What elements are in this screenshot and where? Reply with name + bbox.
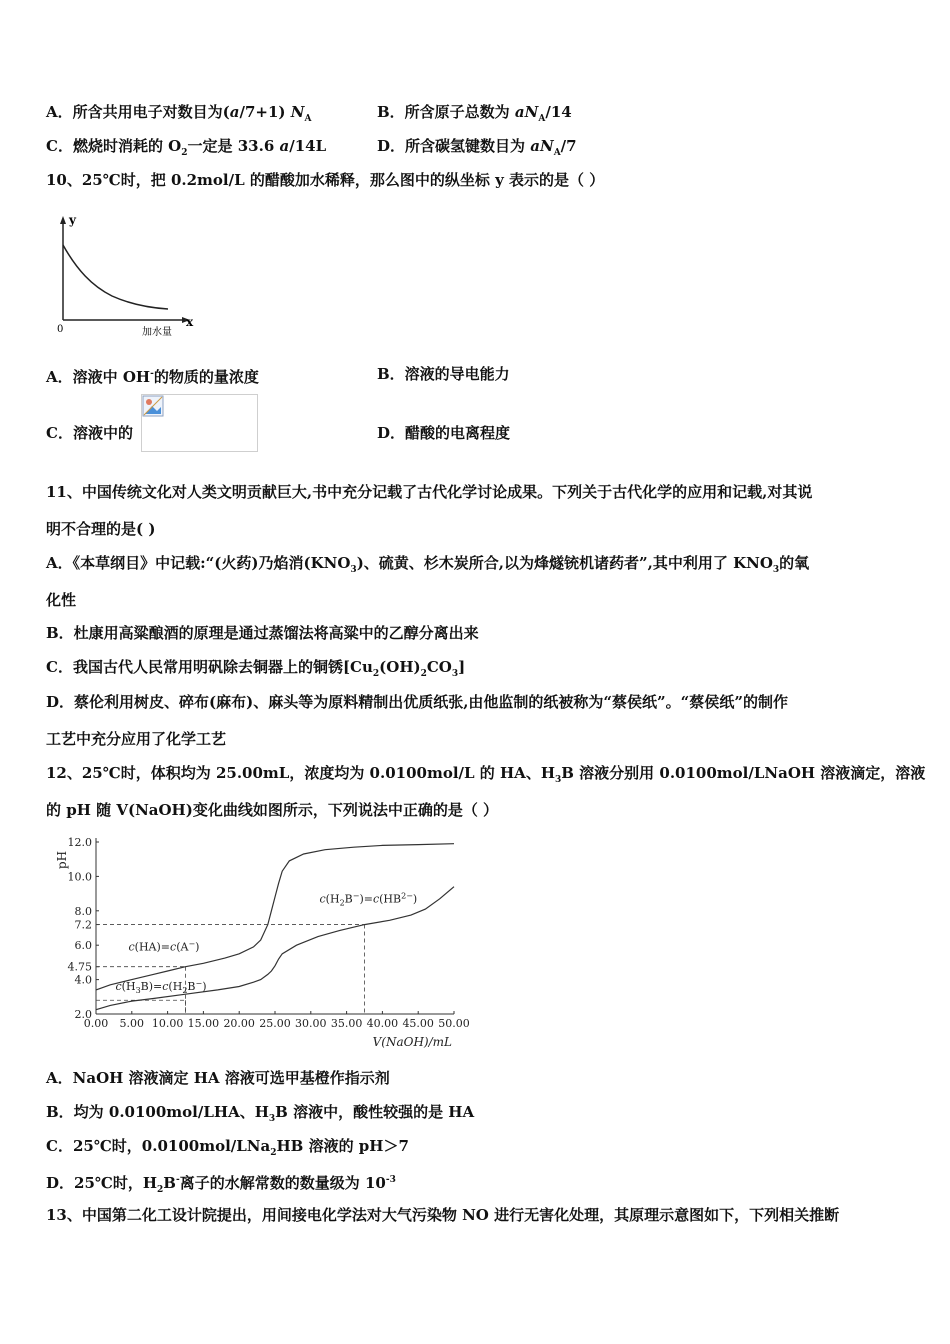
q12-option-c: C．25℃时，0.0100mol/LNa$_2$HB 溶液的 pH＞7 — [46, 1137, 409, 1158]
y-tick-label: 8.0 — [74, 904, 92, 918]
q10-option-b: B．溶液的导电能力 — [377, 365, 510, 383]
q9-option-a: A．所含共用电子对数目为(a/7+1) $N_A$ — [46, 103, 312, 124]
x-tick-label: 25.00 — [259, 1017, 291, 1030]
q10-origin: 0 — [57, 324, 64, 335]
x-tick-label: 20.00 — [223, 1017, 255, 1030]
annotation-3: $c(H_2B^-)=c(HB^{2-})$ — [319, 891, 418, 908]
q12-option-b: B．均为 0.0100mol/LHA、$H_3B$ 溶液中，酸性较强的是 HA — [46, 1103, 475, 1124]
q11-option-b: B．杜康用高粱酿酒的原理是通过蒸馏法将高粱中的乙醇分离出来 — [46, 624, 479, 642]
q11-option-a-line1: A．《本草纲目》中记载:“(火药)乃焰消$(KNO_3)$、硫黄、杉木炭所合,以为烽燧铳机诸药者”,其中利用了 $KNO_3$的氧 — [46, 554, 810, 575]
q12-option-a: A．NaOH 溶液滴定 HA 溶液可选甲基橙作指示剂 — [46, 1069, 390, 1087]
x-axis-label: V(NaOH)/mL — [372, 1035, 452, 1049]
q11-stem-line2: 明不合理的是( ) — [46, 520, 156, 538]
x-tick-label: 0.00 — [83, 1017, 109, 1030]
q10-figure — [52, 208, 202, 343]
annotation-1: c(HA)=c(A−) — [128, 939, 200, 954]
q11-stem-line1: 11、中国传统文化对人类文明贡献巨大,书中充分记载了古代化学讨论成果。下列关于古代化学的应用和记载,对其说 — [46, 483, 813, 501]
titration-curve-1 — [96, 844, 454, 990]
q12-ph-chart — [46, 830, 486, 1055]
y-tick-label: 12.0 — [67, 836, 92, 849]
x-tick-label: 30.00 — [295, 1017, 327, 1030]
y-tick-label: 7.2 — [74, 918, 92, 932]
y-tick-label: 4.0 — [74, 973, 92, 987]
q12-stem-line2: 的 pH 随 V(NaOH)变化曲线如图所示，下列说法中正确的是（ ） — [46, 801, 499, 819]
y-tick-label: 6.0 — [74, 939, 92, 953]
y-tick-label: 10.0 — [67, 870, 92, 884]
q11-option-a-line2: 化性 — [46, 591, 77, 609]
x-tick-label: 35.00 — [330, 1017, 363, 1030]
q9-option-d: D．所含碳氢键数目为 $aN_A/7$ — [377, 137, 577, 158]
q10-option-a: A．溶液中 OH-的物质的量浓度 — [46, 368, 259, 386]
x-tick-label: 15.00 — [187, 1017, 220, 1030]
q13-stem: 13、中国第二化工设计院提出，用间接电化学法对大气污染物 NO 进行无害化处理，其原理示意图如下，下列相关推断 — [46, 1206, 840, 1224]
q10-option-c: C．溶液中的 — [46, 424, 133, 442]
x-tick-label: 50.00 — [438, 1017, 470, 1030]
q10-stem: 10、25℃时，把 0.2mol/L 的醋酸加水稀释，那么图中的纵坐标 y 表示的是（ ） — [46, 171, 605, 189]
q12-option-d: D．25℃时，$H_2B^-$离子的水解常数的数量级为 $10^{-3}$ — [46, 1174, 396, 1195]
broken-image-icon — [142, 395, 164, 417]
q9-option-c: C．燃烧时消耗的 $O_2$一定是 33.6 a/14L — [46, 137, 327, 158]
q10-x-label: x — [186, 315, 194, 329]
q9-option-b: B．所含原子总数为 $aN_A/14$ — [377, 103, 572, 124]
annotation-2: $c(H_3B)=c(H_2B^-)$ — [115, 979, 207, 996]
q10-x-caption: 加水量 — [142, 327, 172, 338]
q12-stem-line1: 12、25℃时，体积均为 25.00mL，浓度均为 0.0100mol/L 的 HA、$H_3B$ 溶液分别用 0.0100mol/LNaOH 溶液滴定，溶液 — [46, 764, 926, 785]
x-tick-label: 10.00 — [151, 1017, 184, 1030]
q11-option-c: C．我国古代人民常用明矾除去铜器上的铜锈$[Cu_2(OH)_2CO_3]$ — [46, 658, 466, 679]
q11-option-d-line2: 工艺中充分应用了化学工艺 — [46, 730, 227, 748]
y-tick-label: 4.75 — [67, 960, 92, 974]
q10-y-label: y — [69, 213, 76, 227]
x-tick-label: 5.00 — [119, 1017, 145, 1030]
q10-option-d: D．醋酸的电离程度 — [377, 424, 511, 442]
x-tick-label: 45.00 — [402, 1017, 434, 1030]
y-axis-label: pH — [55, 850, 69, 870]
q11-option-d-line1: D．蔡伦利用树皮、碎布(麻布)、麻头等为原料精制出优质纸张,由他监制的纸被称为“蔡侯纸”。“蔡侯纸”的制作 — [46, 693, 788, 711]
broken-image-placeholder — [141, 394, 258, 452]
x-tick-label: 40.00 — [366, 1017, 399, 1030]
y-tick-label: 2.0 — [74, 1008, 92, 1021]
